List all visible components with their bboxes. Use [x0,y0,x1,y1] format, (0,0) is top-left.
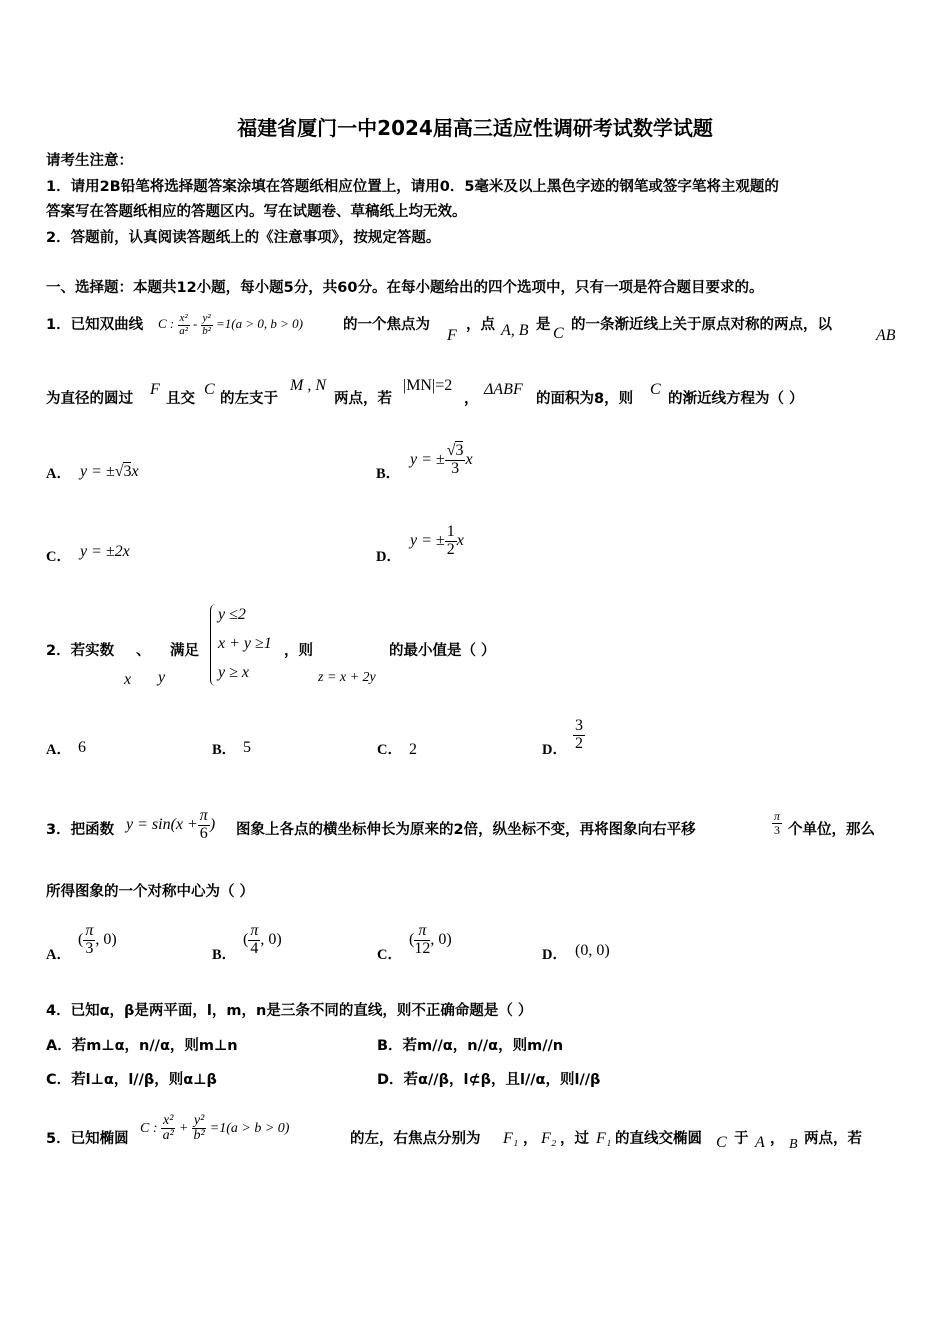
q2-option-D: $\frac{3}{2}$ [575,717,583,752]
q1-option-B: y = ± $\frac{√3}{3}$ x [410,442,473,477]
q4-option-D: D．若α//β，l⊄β，且l//α，则l//β [377,1072,601,1088]
notice-heading: 请考生注意： [46,153,133,169]
q5-focus-F1: F₁ [503,1130,519,1147]
q1-stem-part10: ， [464,391,479,407]
q1-option-D-label: D． [376,549,401,565]
q1-points-AB: A, B [501,322,529,339]
q1-stem-part1: 1．已知双曲线 [46,317,144,333]
q5-stem-part5: 于 [734,1131,749,1147]
q3-option-C-label: C． [377,947,402,963]
q4-option-A: A．若m⊥α，n//α，则m⊥n [46,1038,238,1054]
q1-hyperbola-equation: C : $\frac{\text{x²}}{\text{a²}}$ - $\frac{\text{y²}}{\text{b²}}$ =1(a > 0, b > 0) [158,311,303,337]
q2-objective-z: z = x + 2y [318,670,376,685]
q5-focus-F2: F₂ [541,1130,557,1147]
q1-stem-part8: 的左支于 [220,391,278,407]
q2-stem-part3: ，则 [284,643,313,659]
q2-system-brace [210,604,217,686]
section-1-heading: 一、选择题：本题共12小题，每小题5分，共60分。在每小题给出的四个选项中，只有一项是符合题目要求的。 [46,280,764,296]
q1-option-A-label: A． [46,466,71,482]
q4-option-B: B．若m//α，n//α，则m//n [377,1038,564,1054]
q3-option-B-label: B． [212,947,237,963]
q3-option-B: ( $\frac{\pi}{4}$ , 0) [243,922,282,957]
q2-constraint-3: y ≥ x [218,664,249,681]
q3-option-D-label: D． [542,947,567,963]
q3-function: y = sin(x + $\frac{\pi}{6}$ ) [126,807,216,842]
q2-separator: 、 [136,643,151,659]
q1-stem-part5: 的一条渐近线上关于原点对称的两点，以 [571,317,832,333]
q5-point-A: A [755,1134,765,1151]
q1-stem-part12: 的渐近线方程为（ ） [668,391,804,407]
q5-stem-part2: 的左，右焦点分别为 [350,1131,481,1147]
q5-stem-part4: 的直线交椭圆 [615,1131,702,1147]
q1-stem-part2: 的一个焦点为 [343,317,430,333]
q3-shift: $\frac{\pi}{3}$ [774,809,781,837]
page-title: 福建省厦门一中2024届高三适应性调研考试数学试题 [237,116,713,140]
q1-MN-length: |MN|=2 [403,377,453,394]
q1-option-C-label: C． [46,549,71,565]
notice-line-1: 1．请用2B铅笔将选择题答案涂填在答题纸相应位置上，请用0．5毫米及以上黑色字迹的钢笔或签字笔将主观题的 [46,179,779,195]
q3-option-A-label: A． [46,947,71,963]
q2-stem-part4: 的最小值是（ ） [389,643,496,659]
q1-focus-F-2: F [150,381,160,398]
q5-comma-2: ， [770,1131,785,1147]
q1-curve-C: C [553,325,564,342]
q2-var-y: y [158,669,166,686]
q1-curve-C-3: C [650,381,661,398]
q1-focus-F: F [447,327,457,344]
q2-stem-part2: 满足 [170,643,199,659]
q5-comma-1: ， [523,1131,538,1147]
q5-stem-part6: 两点，若 [804,1131,862,1147]
q1-curve-C-2: C [204,381,215,398]
q1-stem-part7: 且交 [166,391,195,407]
q4-stem: 4．已知α，β是两平面，l，m，n是三条不同的直线，则不正确命题是（ ） [46,1003,533,1019]
q5-stem-part3: ，过 [560,1131,589,1147]
q2-option-A-label: A． [46,742,71,758]
q3-stem-part2: 图象上各点的横坐标伸长为原来的2倍，纵坐标不变，再将图象向右平移 [236,822,696,838]
q1-stem-part6: 为直径的圆过 [46,391,133,407]
q2-option-C-label: C． [377,742,402,758]
q5-focus-F1-2: F₁ [596,1130,612,1147]
q5-ellipse-equation: C : $\frac{\text{x²}}{\text{a²}}$ + $\frac{\text{y²}}{\text{b²}}$ =1(a > b > 0) [140,1112,290,1144]
q2-option-A: 6 [78,739,86,756]
q2-constraint-1: y ≤2 [218,606,246,623]
q2-option-C: 2 [409,741,417,758]
q2-constraint-2: x + y ≥1 [218,635,272,652]
q2-option-B-label: B． [212,742,237,758]
q1-option-A: y = ±√3x [80,463,139,480]
q1-triangle-ABF: ΔABF [484,381,523,398]
q1-stem-part3: ，点 [466,317,495,333]
q1-stem-part9: 两点，若 [334,391,392,407]
q1-stem-part11: 的面积为8，则 [536,391,634,407]
q3-option-A: ( $\frac{\pi}{3}$ , 0) [78,922,117,957]
q1-stem-part4: 是 [536,317,551,333]
q4-option-C: C．若l⊥α，l//β，则α⊥β [46,1072,217,1088]
q3-stem-part1: 3．把函数 [46,822,115,838]
q2-stem-part1: 2．若实数 [46,643,115,659]
notice-line-3: 2．答题前，认真阅读答题纸上的《注意事项》，按规定答题。 [46,230,441,246]
q5-curve-C: C [716,1134,727,1151]
q5-point-B: B [789,1137,798,1152]
q2-option-B: 5 [243,739,251,756]
q1-option-C: y = ±2x [80,543,130,560]
q5-stem-part1: 5．已知椭圆 [46,1131,129,1147]
q2-var-x: x [124,671,132,688]
q1-points-MN: M , N [290,377,326,394]
q3-option-C: ( $\frac{\pi}{12}$ , 0) [409,922,452,957]
q3-stem-part4: 所得图象的一个对称中心为（ ） [46,884,255,900]
q3-stem-part3: 个单位，那么 [788,822,875,838]
notice-line-2: 答案写在答题纸相应的答题区内。写在试题卷、草稿纸上均无效。 [46,204,467,220]
q1-option-B-label: B． [376,466,401,482]
q2-option-D-label: D． [542,742,567,758]
q3-option-D: (0, 0) [575,942,610,959]
q1-segment-AB: AB [876,327,896,344]
q1-option-D: y = ± $\frac{1}{2}$ x [410,523,464,558]
